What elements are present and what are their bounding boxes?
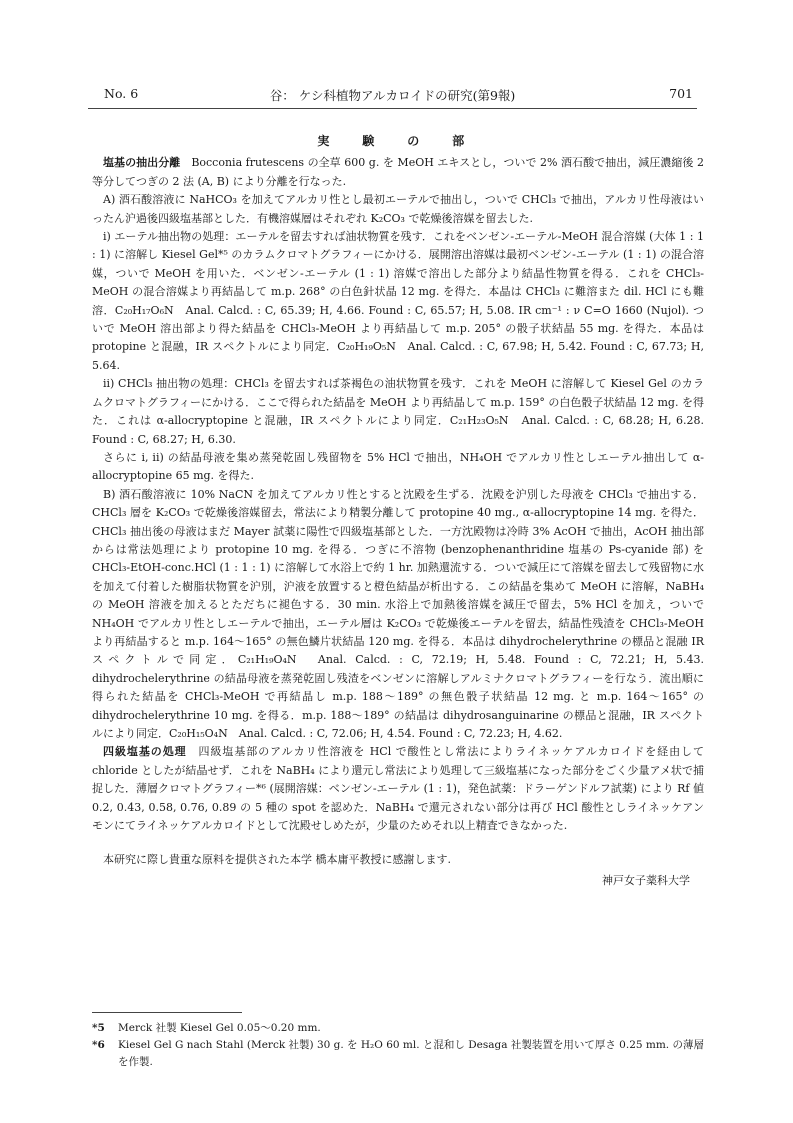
paragraph-quaternary: [92, 743, 704, 835]
footnote-text: Merck 社製 Kiesel Gel 0.05～0.20 mm.: [118, 1022, 321, 1034]
footnote-mark: *5: [92, 1022, 105, 1034]
running-title: 谷： ケシ科植物アルカロイドの研究(第9報): [269, 88, 516, 103]
paragraph-method-a: [92, 191, 704, 228]
article-body: [92, 132, 704, 890]
footnotes: [92, 1020, 704, 1071]
paragraph-heading: 塩基の抽出分離: [103, 156, 181, 170]
paragraph-ether-extract: [92, 228, 704, 375]
issue-number: No. 6: [104, 86, 139, 101]
paragraph-text: A) 酒石酸溶液に NaHCO₃ を加えてアルカリ性とし最初エーテルで抽出し，ついで CHCl₃ で抽出，アルカリ性母液はいったん沪過後四級塩基部とした．有機溶媒層はそれぞれ K₂CO₃ で乾燥後溶媒を留去した.: [92, 193, 704, 225]
footnote: [92, 1037, 704, 1071]
footnote-text: Kiesel Gel G nach Stahl (Merck 社製) 30 g. を H₂O 60 ml. と混和し Desaga 社製装置を用いて厚さ 0.25 mm. の薄層を作製.: [118, 1039, 704, 1068]
paragraph-extraction: [92, 154, 704, 191]
paragraph-chcl3-extract: [92, 375, 704, 449]
page-number: 701: [669, 86, 693, 101]
paragraph-mother-liquor: [92, 449, 704, 486]
paragraph-text: 四級塩基部のアルカリ性溶液を HCl で酸性とし常法によりライネッケアルカロイドを経由して chloride としたが結晶せず．これを NaBH₄ により還元し常法により処理して三級塩基になった部分をごく少量アメ状で捕捉した．薄層クロマトグラフィー*⁶ (展開溶媒：ベンゼン-エーテル (1 : 1)，発色試薬：ドラーゲンドルフ試薬) により Rf 値 0.2, 0.43, 0.58, 0.76, 0.89 の 5 種の spot を認めた．NaBH₄ で還元されない部分は再び HCl 酸性としライネッケアンモンにてライネッケアルカロイドとして沈殿せしめたが，少量のためそれ以上精査できなかった.: [92, 745, 704, 833]
footnote-divider: [92, 1012, 242, 1013]
paragraph-heading: 四級塩基の処理: [103, 745, 187, 759]
paragraph-text: Bocconia frutescens の全草 600 g. を MeOH エキスとし，ついで 2% 酒石酸で抽出，減圧濃縮後 2 等分してつぎの 2 法 (A, B) により分離を行なった.: [92, 156, 705, 188]
paragraph-text: B) 酒石酸溶液に 10% NaCN を加えてアルカリ性とすると沈殿を生ずる．沈殿を沪別した母液を CHCl₃ で抽出する．CHCl₃ 層を K₂CO₃ で乾燥後溶媒留去，常法により精製分離して protopine 40 mg., α-allocryptopine 14 mg. を得た．CHCl₃ 抽出後の母液はまだ Mayer 試薬に陽性で四級塩基部とした．一方沈殿物は冷時 3% AcOH で抽出，AcOH 抽出部からは常法処理により protopine 10 mg. を得る．つぎに不溶物 (benzophenanthridine 塩基の Ps-cyanide 部) を CHCl₃-EtOH-conc.HCl (1 : 1 : 1) に溶解して水浴上で約 1 hr. 加熱還流する．ついで減圧にて溶媒を留去して残留物に水を加えて付着した樹脂状物質を沪別，沪液を放置すると橙色結晶が析出する．この結晶を集めて MeOH に溶解，NaBH₄ の MeOH 溶液を加えるとただちに褪色する．30 min. 水浴上で加熱後溶媒を減圧で留去，5% HCl を加え，ついで NH₄OH でアルカリ性としエーテルで抽出，エーテル層は K₂CO₃ で乾燥後エーテルを留去，結晶性残渣を CHCl₃-MeOH より再結晶すると m.p. 164～165° の無色鱗片状結晶 120 mg. を得る．本品は dihydrochelerythrine の標品と混融 IR スペクトルで同定．C₂₁H₁₉O₄N Anal. Calcd. : C, 72.19; H, 5.48. Found : C, 72.21; H, 5.43. dihydrochelerythrine の結晶母液を蒸発乾固し残渣をベンゼンに溶解しアルミナクロマトグラフィーを行なう．流出順に得られた結晶を CHCl₃-MeOH で再結晶し m.p. 188～189° の無色骰子状結晶 12 mg. と m.p. 164～165° の dihydrochelerythrine 10 mg. を得る．m.p. 188～189° の結晶は dihydrosanguinarine の標品と混融，IR スペクトルにより同定．C₂₀H₁₅O₄N Anal. Calcd. : C, 72.06; H, 4.54. Found : C, 72.23; H, 4.62.: [92, 487, 704, 740]
paragraph-text: i) エーテル抽出物の処理：エーテルを留去すれば油状物質を残す．これをベンゼン-エーテル-MeOH 混合溶媒 (大体 1 : 1 : 1) に溶解し Kiesel Gel*⁵ のカラムクロマトグラフィーにかける．展開溶出溶媒は最初ベンゼン-エーテル (1 : 1) の混合溶媒，ついで MeOH を用いた．ベンゼン-エーテル (1 : 1) 溶媒で溶出した部分より結晶性物質を得る．これを CHCl₃-MeOH の混合溶媒より再結晶して m.p. 268° の白色針状晶 12 mg. を得た．本晶は CHCl₃ に難溶また dil. HCl にも難溶．C₂₀H₁₇O₆N Anal. Calcd. : C, 65.39; H, 4.66. Found : C, 65.57; H, 5.08. IR cm⁻¹ : ν C=O 1660 (Nujol). ついで MeOH 溶出部より得た結晶を CHCl₃-MeOH より再結晶して m.p. 205° の骰子状結晶 55 mg. を得た．本品は protopine と混融，IR スペクトルにより同定．C₂₀H₁₉O₅N Anal. Calcd. : C, 67.98; H, 5.42. Found : C, 67.73; H, 5.64.: [92, 230, 704, 372]
affiliation: 神戸女子薬科大学: [602, 873, 690, 887]
acknowledgement: 本研究に際し貴重な原料を提供された本学 橋本庸平教授に感謝します.: [103, 853, 451, 867]
paragraph-text: さらに i, ii) の結晶母液を集め蒸発乾固し残留物を 5% HCl で抽出，NH₄OH でアルカリ性としエーテル抽出して α-allocryptopine 65 mg. を得た.: [92, 450, 704, 483]
paragraph-text: ii) CHCl₃ 抽出物の処理：CHCl₃ を留去すれば茶褐色の油状物質を残す．これを MeOH に溶解して Kiesel Gel のカラムクロマトグラフィーにかける．ここで得られた結晶を MeOH より再結晶して m.p. 159° の白色骰子状結晶 12 mg. を得た．これは α-allocryptopine と混融，IR スペクトルにより同定．C₂₁H₂₃O₅N Anal. Calcd. : C, 68.28; H, 6.28. Found : C, 68.27; H, 6.30.: [92, 377, 704, 446]
running-header: [88, 84, 697, 109]
paragraph-method-b: [92, 486, 704, 744]
footnote: [92, 1020, 704, 1037]
footnote-mark: *6: [92, 1039, 105, 1051]
section-title: 実 験 の 部: [317, 134, 479, 148]
